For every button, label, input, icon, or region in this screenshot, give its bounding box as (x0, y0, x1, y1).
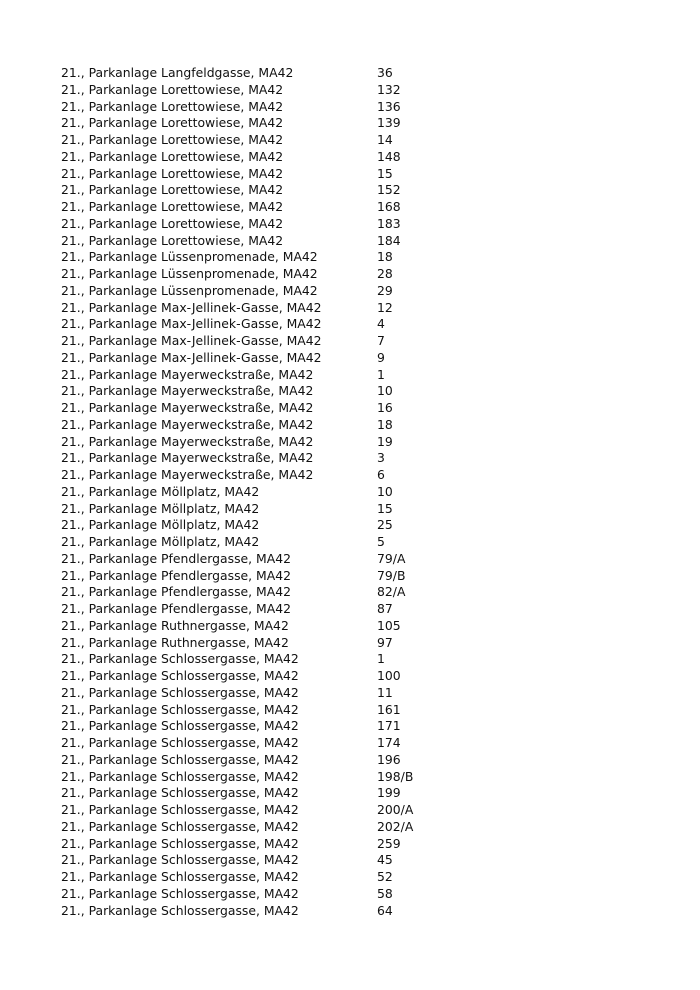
location-name: 21., Parkanlage Schlossergasse, MA42 (61, 768, 299, 784)
location-name: 21., Parkanlage Mayerweckstraße, MA42 (61, 383, 314, 399)
location-name: 21., Parkanlage Lorettowiese, MA42 (61, 199, 284, 214)
house-number: 45 (377, 852, 393, 868)
house-number: 87 (377, 601, 393, 616)
house-number: 132 (377, 81, 401, 97)
house-number: 15 (377, 165, 393, 181)
list-row (61, 769, 661, 786)
location-name: 21., Parkanlage Schlossergasse, MA42 (61, 668, 299, 683)
location-name: 21., Parkanlage Mayerweckstraße, MA42 (61, 433, 314, 449)
list-row (61, 149, 661, 166)
list-row (61, 333, 661, 350)
house-number: 97 (377, 634, 393, 650)
house-number: 19 (377, 433, 393, 449)
house-number: 1 (377, 366, 385, 382)
location-name: 21., Parkanlage Pfendlergasse, MA42 (61, 601, 291, 616)
house-number: 12 (377, 299, 393, 315)
list-row (61, 718, 661, 735)
list-row (61, 886, 661, 903)
list-row (61, 283, 661, 300)
location-name: 21., Parkanlage Max-Jellinek-Gasse, MA42 (61, 349, 322, 365)
list-row (61, 551, 661, 568)
house-number: 196 (377, 751, 401, 767)
list-row (61, 417, 661, 434)
location-name: 21., Parkanlage Möllplatz, MA42 (61, 500, 260, 516)
list-row (61, 350, 661, 367)
house-number: 82/A (377, 584, 406, 600)
location-name: 21., Parkanlage Schlossergasse, MA42 (61, 835, 299, 851)
house-number: 9 (377, 349, 385, 365)
location-name: 21., Parkanlage Lorettowiese, MA42 (61, 215, 284, 231)
location-name: 21., Parkanlage Schlossergasse, MA42 (61, 651, 299, 667)
location-name: 21., Parkanlage Schlossergasse, MA42 (61, 902, 299, 918)
list-row (61, 434, 661, 451)
list-row (61, 584, 661, 601)
house-number: 184 (377, 232, 401, 248)
location-name: 21., Parkanlage Schlossergasse, MA42 (61, 751, 299, 767)
address-list (61, 65, 661, 919)
list-row (61, 132, 661, 149)
house-number: 198/B (377, 768, 414, 784)
list-row (61, 517, 661, 534)
list-row (61, 601, 661, 618)
house-number: 36 (377, 65, 393, 80)
house-number: 5 (377, 534, 385, 549)
house-number: 1 (377, 651, 385, 667)
list-row (61, 199, 661, 216)
house-number: 183 (377, 215, 401, 231)
location-name: 21., Parkanlage Lorettowiese, MA42 (61, 81, 284, 97)
location-name: 21., Parkanlage Max-Jellinek-Gasse, MA42 (61, 316, 322, 332)
location-name: 21., Parkanlage Langfeldgasse, MA42 (61, 65, 294, 80)
list-row (61, 869, 661, 886)
location-name: 21., Parkanlage Möllplatz, MA42 (61, 517, 260, 533)
list-row (61, 819, 661, 836)
list-row (61, 651, 661, 668)
location-name: 21., Parkanlage Mayerweckstraße, MA42 (61, 450, 314, 466)
house-number: 18 (377, 249, 393, 265)
list-row (61, 233, 661, 250)
location-name: 21., Parkanlage Schlossergasse, MA42 (61, 869, 299, 884)
list-row (61, 216, 661, 233)
house-number: 52 (377, 869, 393, 884)
location-name: 21., Parkanlage Ruthnergasse, MA42 (61, 634, 289, 650)
house-number: 136 (377, 98, 401, 114)
house-number: 79/B (377, 567, 406, 583)
location-name: 21., Parkanlage Lorettowiese, MA42 (61, 232, 284, 248)
house-number: 64 (377, 902, 393, 918)
list-row (61, 300, 661, 317)
house-number: 202/A (377, 818, 414, 834)
list-row (61, 852, 661, 869)
location-name: 21., Parkanlage Max-Jellinek-Gasse, MA42 (61, 299, 322, 315)
list-row (61, 484, 661, 501)
house-number: 58 (377, 885, 393, 901)
list-row (61, 467, 661, 484)
location-name: 21., Parkanlage Schlossergasse, MA42 (61, 701, 299, 717)
house-number: 200/A (377, 802, 414, 817)
list-row (61, 249, 661, 266)
list-row (61, 802, 661, 819)
location-name: 21., Parkanlage Mayerweckstraße, MA42 (61, 366, 314, 382)
house-number: 174 (377, 735, 401, 750)
house-number: 259 (377, 835, 401, 851)
house-number: 29 (377, 282, 393, 298)
list-row (61, 367, 661, 384)
location-name: 21., Parkanlage Mayerweckstraße, MA42 (61, 400, 314, 415)
house-number: 148 (377, 148, 401, 164)
house-number: 139 (377, 115, 401, 131)
location-name: 21., Parkanlage Mayerweckstraße, MA42 (61, 467, 314, 482)
list-row (61, 668, 661, 685)
house-number: 10 (377, 483, 393, 499)
house-number: 14 (377, 132, 393, 147)
list-row (61, 266, 661, 283)
list-row (61, 903, 661, 920)
list-row (61, 65, 661, 82)
house-number: 7 (377, 333, 385, 348)
house-number: 79/A (377, 550, 406, 566)
house-number: 3 (377, 450, 385, 466)
location-name: 21., Parkanlage Lüssenpromenade, MA42 (61, 266, 318, 281)
location-name: 21., Parkanlage Mayerweckstraße, MA42 (61, 416, 314, 432)
list-row (61, 635, 661, 652)
list-row (61, 685, 661, 702)
house-number: 168 (377, 199, 401, 214)
list-row (61, 534, 661, 551)
house-number: 171 (377, 718, 401, 734)
location-name: 21., Parkanlage Möllplatz, MA42 (61, 483, 260, 499)
house-number: 11 (377, 684, 393, 700)
list-row (61, 752, 661, 769)
house-number: 100 (377, 668, 401, 683)
house-number: 16 (377, 400, 393, 415)
list-row (61, 82, 661, 99)
location-name: 21., Parkanlage Schlossergasse, MA42 (61, 718, 299, 734)
location-name: 21., Parkanlage Lorettowiese, MA42 (61, 148, 284, 164)
house-number: 6 (377, 467, 385, 482)
list-row (61, 115, 661, 132)
house-number: 28 (377, 266, 393, 281)
location-name: 21., Parkanlage Möllplatz, MA42 (61, 534, 260, 549)
list-row (61, 836, 661, 853)
house-number: 4 (377, 316, 385, 332)
location-name: 21., Parkanlage Pfendlergasse, MA42 (61, 584, 291, 600)
list-row (61, 99, 661, 116)
list-row (61, 316, 661, 333)
location-name: 21., Parkanlage Schlossergasse, MA42 (61, 735, 299, 750)
house-number: 199 (377, 785, 401, 801)
location-name: 21., Parkanlage Lorettowiese, MA42 (61, 182, 284, 198)
house-number: 161 (377, 701, 401, 717)
list-row (61, 166, 661, 183)
list-row (61, 501, 661, 518)
location-name: 21., Parkanlage Lüssenpromenade, MA42 (61, 249, 318, 265)
location-name: 21., Parkanlage Lorettowiese, MA42 (61, 98, 284, 114)
house-number: 152 (377, 182, 401, 198)
list-row (61, 785, 661, 802)
location-name: 21., Parkanlage Schlossergasse, MA42 (61, 684, 299, 700)
location-name: 21., Parkanlage Lorettowiese, MA42 (61, 115, 284, 131)
house-number: 18 (377, 416, 393, 432)
house-number: 10 (377, 383, 393, 399)
list-row (61, 383, 661, 400)
location-name: 21., Parkanlage Max-Jellinek-Gasse, MA42 (61, 333, 322, 348)
location-name: 21., Parkanlage Lorettowiese, MA42 (61, 132, 284, 147)
list-row (61, 450, 661, 467)
list-row (61, 702, 661, 719)
list-row (61, 568, 661, 585)
location-name: 21., Parkanlage Ruthnergasse, MA42 (61, 617, 289, 633)
list-row (61, 182, 661, 199)
list-row (61, 618, 661, 635)
location-name: 21., Parkanlage Schlossergasse, MA42 (61, 885, 299, 901)
list-row (61, 400, 661, 417)
location-name: 21., Parkanlage Schlossergasse, MA42 (61, 802, 299, 817)
house-number: 105 (377, 617, 401, 633)
location-name: 21., Parkanlage Lorettowiese, MA42 (61, 165, 284, 181)
location-name: 21., Parkanlage Schlossergasse, MA42 (61, 785, 299, 801)
location-name: 21., Parkanlage Schlossergasse, MA42 (61, 852, 299, 868)
house-number: 25 (377, 517, 393, 533)
location-name: 21., Parkanlage Schlossergasse, MA42 (61, 818, 299, 834)
list-row (61, 735, 661, 752)
location-name: 21., Parkanlage Pfendlergasse, MA42 (61, 550, 291, 566)
location-name: 21., Parkanlage Lüssenpromenade, MA42 (61, 282, 318, 298)
house-number: 15 (377, 500, 393, 516)
location-name: 21., Parkanlage Pfendlergasse, MA42 (61, 567, 291, 583)
